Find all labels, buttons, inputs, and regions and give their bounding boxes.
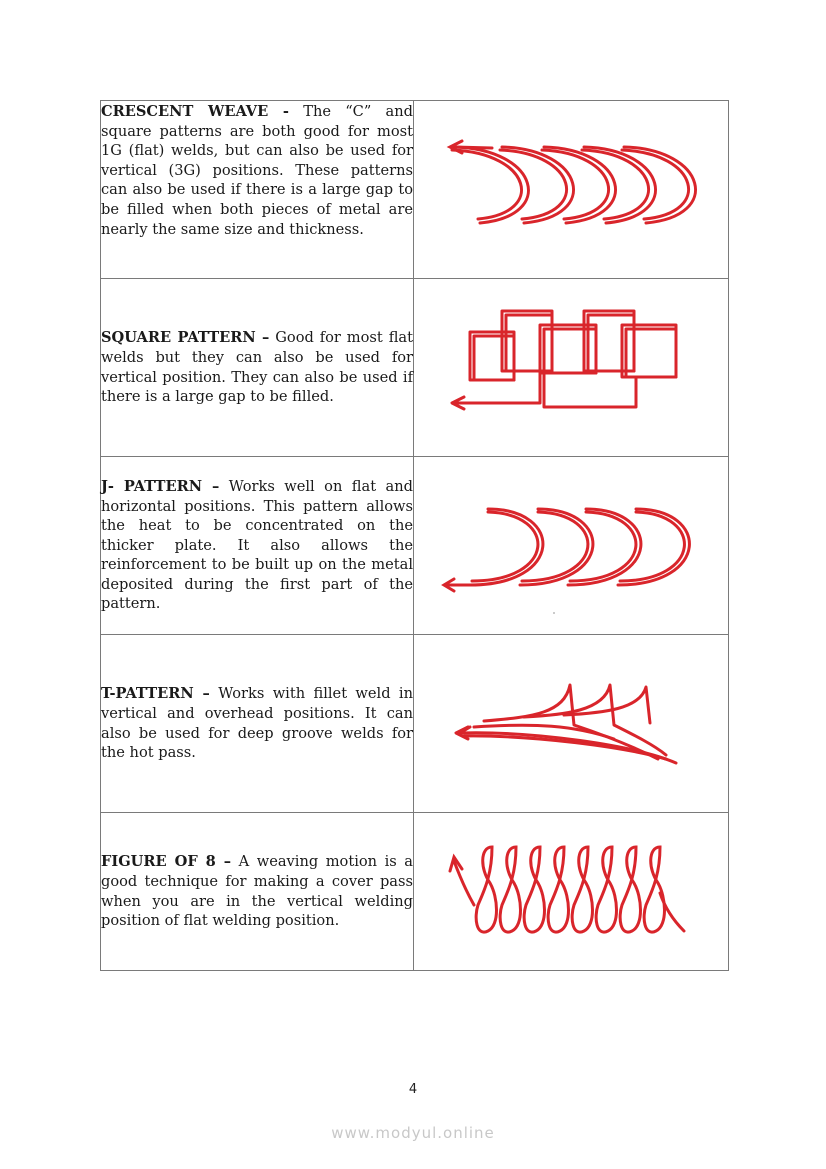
pattern-title: J- PATTERN –: [101, 477, 220, 495]
square-pattern-icon: [414, 279, 727, 456]
description-cell: [101, 279, 414, 457]
pattern-description: A weaving motion is a good technique for making a cover pass when you are in the vertical welding position of flat welding position.: [101, 853, 413, 930]
table-row: [101, 101, 729, 279]
table-row: [101, 813, 729, 971]
description-cell: [101, 101, 414, 279]
description-text: [101, 852, 413, 930]
illustration-cell: [414, 457, 729, 635]
pattern-title: FIGURE OF 8 –: [101, 853, 232, 871]
pattern-description: Good for most flat welds but they can also be used for vertical position. They can also be used if there is a large gap to be filled.: [101, 329, 413, 406]
pattern-title: T-PATTERN –: [101, 685, 210, 703]
description-text: [101, 477, 413, 614]
pattern-title: SQUARE PATTERN –: [101, 329, 270, 347]
illustration-cell: [414, 635, 729, 813]
pattern-description: The “C” and square patterns are both good for most 1G (flat) welds, but can also be used for vertical (3G) positions. These patterns can also be used if there is a large gap to be filled when both pieces of metal are nearly the same size and thickness.: [101, 103, 413, 238]
t-pattern-icon: [414, 635, 727, 812]
pattern-description: Works well on flat and horizontal positions. This pattern allows the heat to be concentrated on the thicker plate. It also allows the reinforcement to be built up on the metal deposited during the first part of the pattern.: [101, 477, 413, 613]
figure-of-8-pattern-icon: [414, 813, 727, 970]
page-number: 4: [408, 1082, 418, 1097]
table-row: [101, 635, 729, 813]
description-cell: [101, 635, 414, 813]
weave-pattern-table: [100, 100, 729, 971]
description-text: [101, 328, 413, 406]
description-cell: [101, 457, 414, 635]
description-text: [101, 102, 413, 239]
pattern-title: CRESCENT WEAVE -: [101, 103, 289, 120]
illustration-cell: [414, 813, 729, 971]
pattern-description: Works with fillet weld in vertical and overhead positions. It can also be used for deep groove welds for the hot pass.: [101, 685, 413, 762]
watermark: www.modyul.online: [331, 1124, 495, 1142]
illustration-cell: [414, 279, 729, 457]
description-text: [101, 684, 413, 762]
table-row: [101, 279, 729, 457]
illustration-cell: [414, 101, 729, 279]
crescent-weave-pattern-icon: [414, 101, 727, 278]
description-cell: [101, 813, 414, 971]
j-pattern-icon: [414, 457, 727, 634]
table-row: [101, 457, 729, 635]
